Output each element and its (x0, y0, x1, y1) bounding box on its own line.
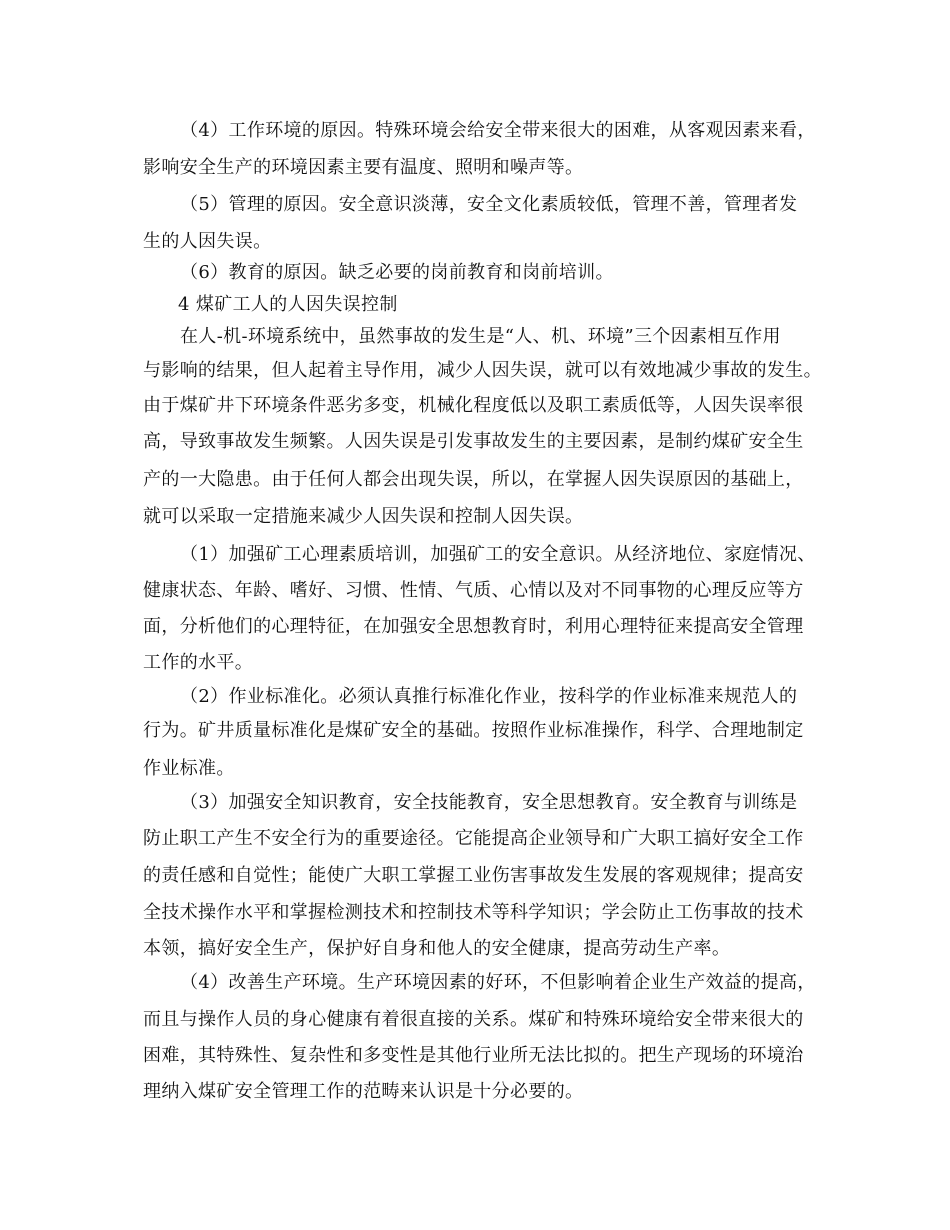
paragraph-line: 高，导致事故发生频繁。人因失误是引发事故发生的主要因素，是制约煤矿安全生 (143, 431, 804, 452)
paragraph-line: 作业标准。 (143, 758, 235, 779)
paragraph-line: （1）加强矿工心理素质培训，加强矿工的安全意识。从经济地位、家庭情况、 (180, 544, 816, 565)
paragraph-line: 影响安全生产的环境因素主要有温度、照明和噪声等。 (143, 157, 584, 178)
paragraph-line: （3）加强安全知识教育，安全技能教育，安全思想教育。安全教育与训练是 (180, 792, 798, 813)
paragraph-line: 防止职工产生不安全行为的重要途径。它能提高企业领导和广大职工搞好安全工作 (143, 828, 804, 849)
paragraph-line: 理纳入煤矿安全管理工作的范畴来认识是十分必要的。 (143, 1081, 584, 1102)
paragraph-line: 而且与操作人员的身心健康有着很直接的关系。煤矿和特殊环境给安全带来很大的 (143, 1009, 804, 1030)
paragraph-line: 与影响的结果，但人起着主导作用，减少人因失误，就可以有效地减少事故的发生。 (143, 360, 822, 381)
paragraph-line: 全技术操作水平和掌握检测技术和控制技术等科学知识；学会防止工伤事故的技术 (143, 902, 804, 923)
paragraph-line: （6）教育的原因。缺乏必要的岗前教育和岗前培训。 (180, 262, 614, 283)
paragraph-line: 就可以采取一定措施来减少人因失误和控制人因失误。 (143, 506, 584, 527)
paragraph-line: （4）改善生产环境。生产环境因素的好环，不但影响着企业生产效益的提高， (180, 972, 816, 993)
paragraph-line: 在人-机-环境系统中，虽然事故的发生是“人、机、环境”三个因素相互作用 (180, 326, 781, 347)
paragraph-line: （4）工作环境的原因。特殊环境会给安全带来很大的困难，从客观因素来看， (180, 120, 816, 141)
paragraph-line: （2）作业标准化。必须认真推行标准化作业，按科学的作业标准来规范人的 (180, 686, 798, 707)
paragraph-line: 本领，搞好安全生产，保护好自身和他人的安全健康，提高劳动生产率。 (143, 938, 731, 959)
paragraph-line: 健康状态、年龄、嗜好、习惯、性情、气质、心情以及对不同事物的心理反应等方 (143, 580, 804, 601)
paragraph-line: 的责任感和自觉性；能使广大职工掌握工业伤害事故发生发展的客观规律；提高安 (143, 865, 804, 886)
paragraph-line: （5）管理的原因。安全意识淡薄，安全文化素质较低，管理不善，管理者发 (180, 194, 798, 215)
paragraph-line: 面，分析他们的心理特征，在加强安全思想教育时，利用心理特征来提高安全管理 (143, 616, 804, 637)
paragraph-line: 工作的水平。 (143, 652, 254, 673)
paragraph-line: 产的一大隐患。由于任何人都会出现失误，所以，在掌握人因失误原因的基础上， (143, 469, 804, 490)
paragraph-line: 生的人因失误。 (143, 231, 272, 252)
paragraph-line: 困难，其特殊性、复杂性和多变性是其他行业所无法比拟的。把生产现场的环境治 (143, 1045, 804, 1066)
paragraph-line: 由于煤矿井下环境条件恶劣多变，机械化程度低以及职工素质低等，人因失误率很 (143, 395, 804, 416)
paragraph-line: 行为。矿井质量标准化是煤矿安全的基础。按照作业标准操作，科学、合理地制定 (143, 720, 804, 741)
section-heading: 4 煤矿工人的人因失误控制 (178, 294, 398, 315)
